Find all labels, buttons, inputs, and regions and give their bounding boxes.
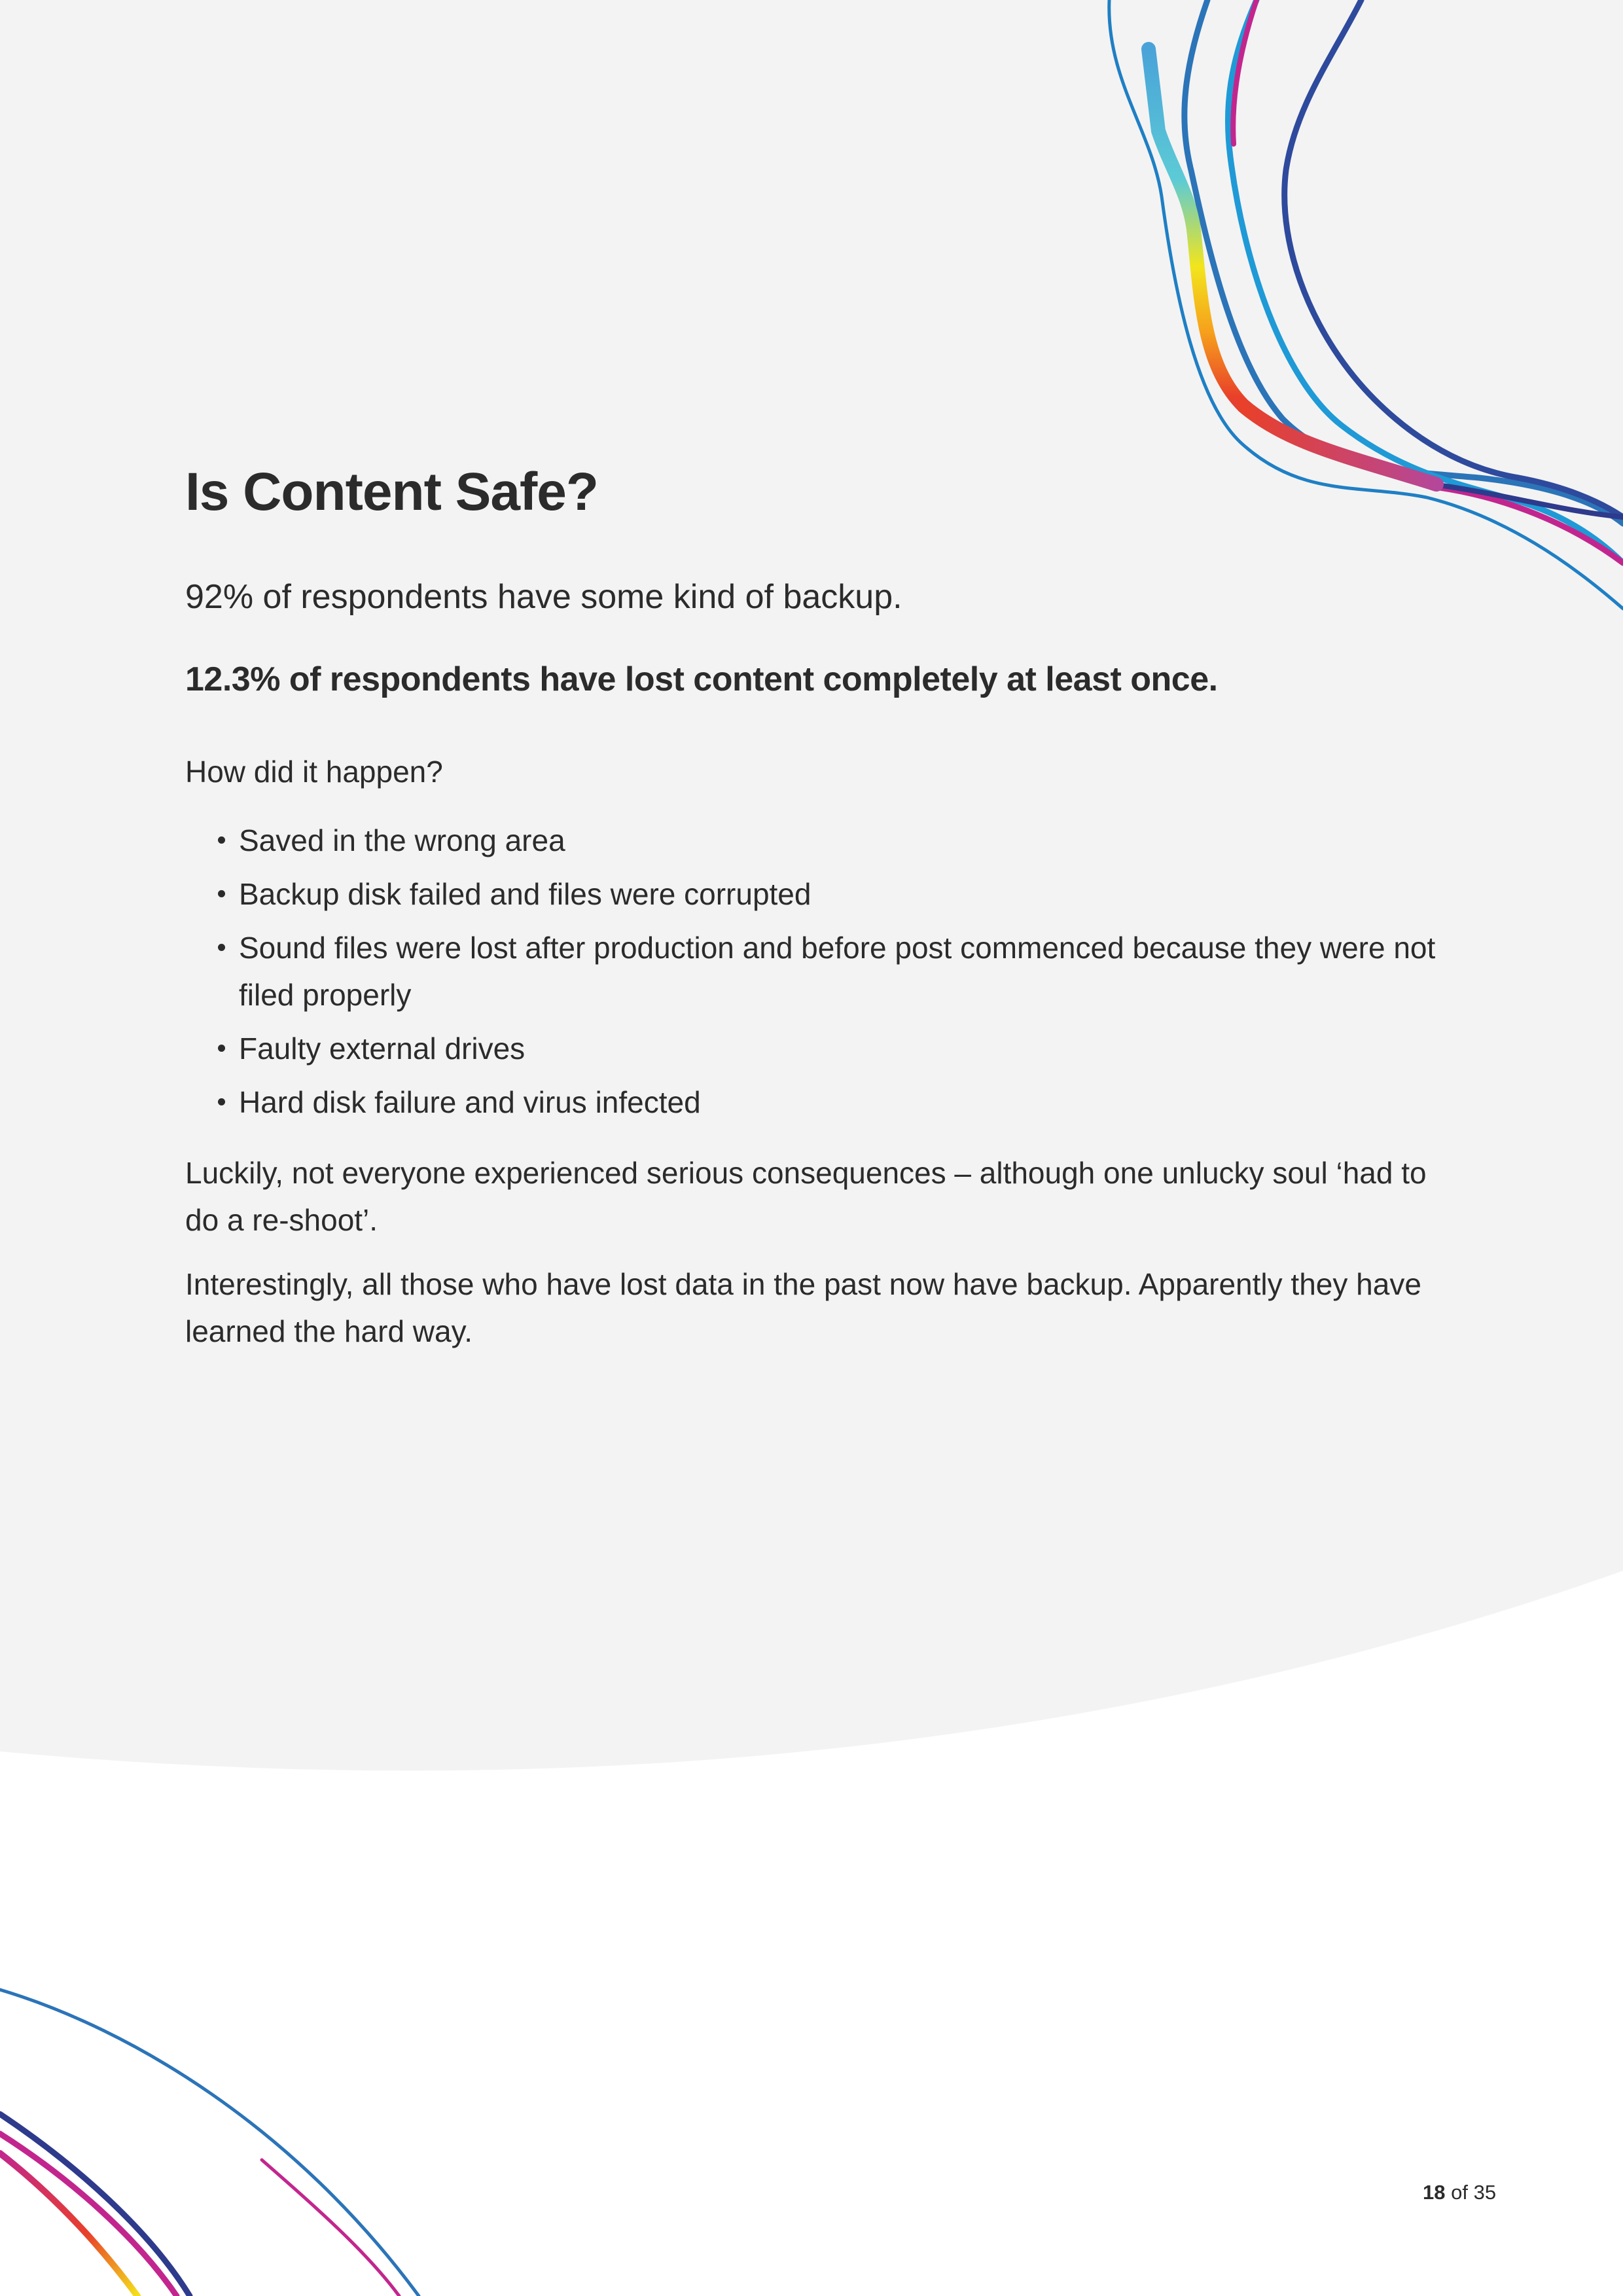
bullet-icon <box>218 1098 225 1105</box>
consequences-paragraph: Luckily, not everyone experienced serious consequences – although one unlucky soul ‘had to do a re-shoot’. <box>185 1156 1427 1237</box>
learned-paragraph: Interestingly, all those who have lost data in the past now have backup. Apparently they have learned the hard way. <box>185 1267 1421 1348</box>
cause-text: Sound files were lost after production and before post commenced because they were not filed properly <box>239 931 1436 1012</box>
list-item <box>185 817 1456 864</box>
list-item <box>185 1025 1456 1072</box>
bullet-icon <box>218 836 225 844</box>
page-number <box>1423 2181 1496 2204</box>
cause-text: Faulty external drives <box>239 1031 526 1066</box>
total-pages: 35 <box>1473 2181 1497 2204</box>
list-item <box>185 1079 1456 1126</box>
list-item <box>185 924 1456 1018</box>
list-item <box>185 870 1456 918</box>
backup-statistic: 92% of respondents have some kind of backup. <box>185 578 902 616</box>
cause-text: Saved in the wrong area <box>239 823 565 857</box>
cause-text: Hard disk failure and virus infected <box>239 1085 701 1119</box>
page-of-label: of <box>1451 2181 1468 2204</box>
question-heading: How did it happen? <box>185 755 443 789</box>
page-title: Is Content Safe? <box>185 462 598 522</box>
cause-text: Backup disk failed and files were corrupted <box>239 877 812 911</box>
causes-list <box>185 817 1456 1132</box>
lost-content-statistic: 12.3% of respondents have lost content completely at least once. <box>185 660 1218 698</box>
bottom-left-lines <box>0 1990 419 2296</box>
bullet-icon <box>218 944 225 951</box>
current-page: 18 <box>1423 2181 1446 2204</box>
bullet-icon <box>218 890 225 897</box>
bullet-icon <box>218 1045 225 1052</box>
